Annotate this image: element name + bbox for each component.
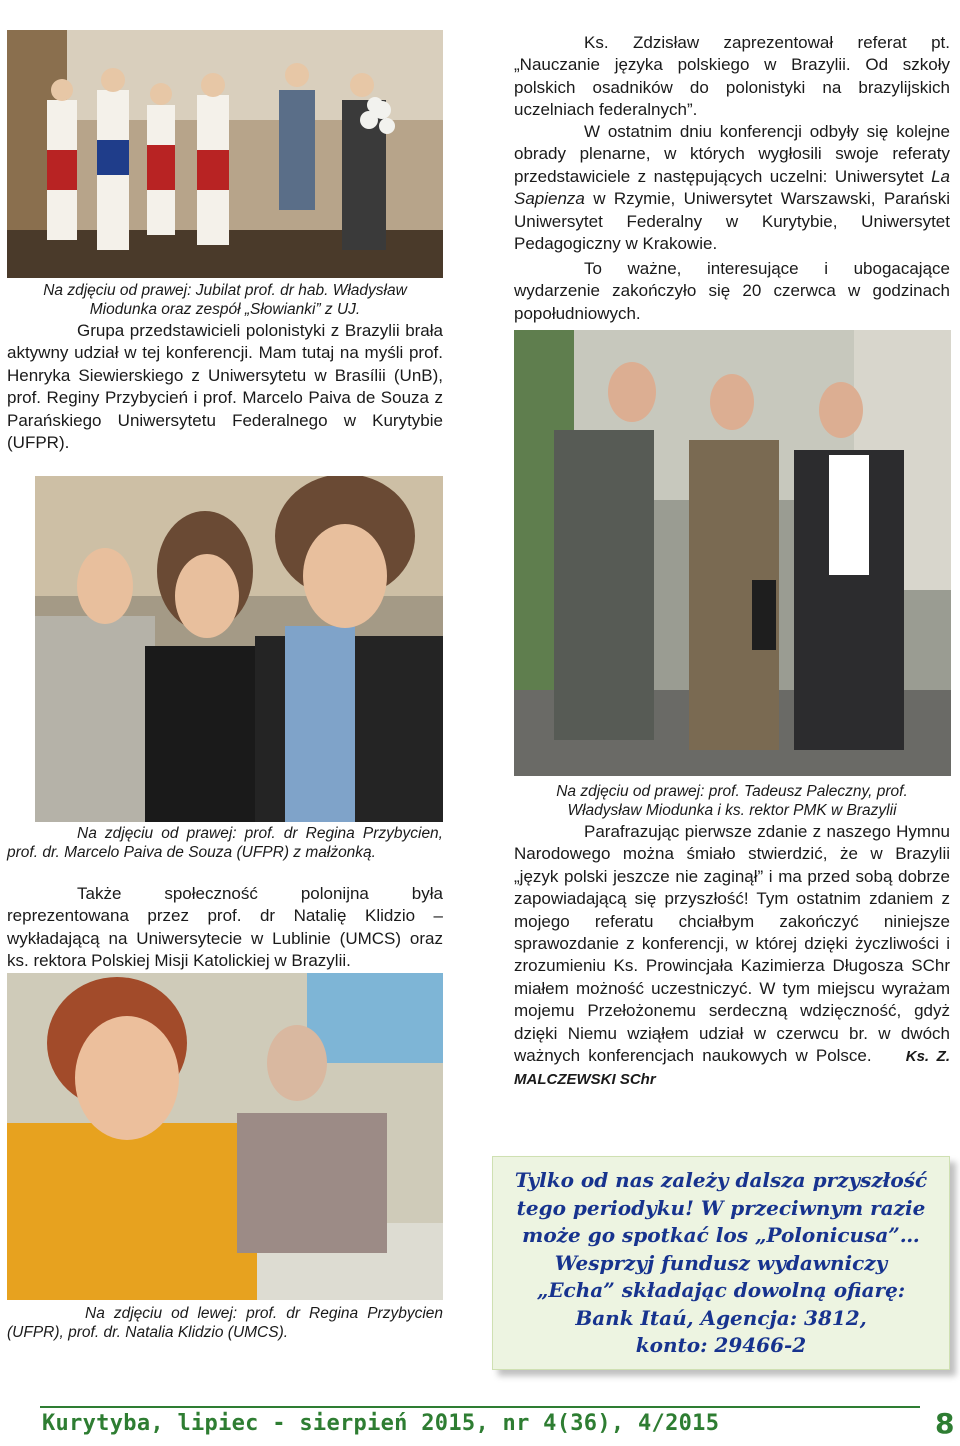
appeal-line-5: „Echa” składając dowolną ofiarę: xyxy=(536,1278,906,1302)
right-paragraph-referat: Ks. Zdzisław zaprezentował referat pt. „Nauczanie języka polskiego w Brazylii. Od szkoły polskich osadników do polonistyki na brazylijskich uczelniach federalnych”. xyxy=(514,33,950,120)
last-day-text-after: w Rzymie, Uniwersytet Warszawski, Parański Uniwersytet Federalny w Kurytybie, Uniwersytet Pedagogiczny w Krakowie. xyxy=(514,189,950,254)
dancers-caption-line1: Na zdjęciu od prawej: Jubilat prof. dr hab. Władysław xyxy=(43,282,407,299)
appeal-line-7: konto: 29466-2 xyxy=(635,1333,807,1357)
regina-natalia-photo xyxy=(7,973,443,1300)
appeal-line-2: tego periodyku! W przeciwnym razie xyxy=(516,1195,926,1220)
footer-issue-info: Kurytyba, lipiec - sierpień 2015, nr 4(36), 4/2015 xyxy=(42,1411,720,1436)
three-professors-photo xyxy=(514,330,951,776)
dancers-caption xyxy=(7,281,443,319)
right-paragraph-hymn xyxy=(514,821,950,1092)
last-day-text-before: W ostatnim dniu konferencji odbyły się kolejne obrady plenarne, w których wygłosili swoje referaty przedstawiciele z następujących uczelni: Uniwersytet xyxy=(514,122,950,186)
three-professors-caption-line1: Na zdjęciu od prawej: prof. Tadeusz Paleczny, prof. xyxy=(556,783,908,800)
appeal-line-1: Tylko od nas zależy dalsza przyszłość xyxy=(514,1168,928,1192)
dancers-photo xyxy=(7,30,443,278)
three-professors-caption xyxy=(514,782,950,820)
dancers-caption-line2: Miodunka oraz zespół „Słowianki” z UJ. xyxy=(89,301,361,318)
appeal-line-3: może go spotkać los „Polonicusa”… xyxy=(522,1223,920,1247)
appeal-line-4: Wesprzyj fundusz wydawniczy xyxy=(554,1250,888,1275)
three-professors-caption-line2: Władysław Miodunka i ks. rektor PMK w Brazylii xyxy=(567,802,897,819)
support-appeal-box xyxy=(492,1156,950,1370)
footer-rule xyxy=(40,1406,920,1408)
appeal-line-6: Bank Itaú, Agencja: 3812, xyxy=(575,1305,867,1330)
la-sapienza-name: La Sapienza xyxy=(514,166,950,209)
page-number: 8 xyxy=(935,1407,955,1440)
hymn-paragraph-text: Parafrazując pierwsze zdanie z naszego Hymnu Narodowego można śmiało stwierdzić, że w Brazylii „język polski jeszcze nie zaginął” i ma przed sobą dobrze zapowiadającą się przyszłość! Tym ostatnim zdaniem z mojego referatu chciałbym zakończyć niniejsze sprawozdanie z konferencji, w której dzięki życzliwości i zrozumieniu Ks. Prowincjała Kazimierza Długosza SChr miałem możność uczestniczyć. W tym miejscu wyrażam mojemu Przełożonemu serdeczną wdzięczność, gdyż dzięki Niemu wziąłem udział w czerwcu br. w dwóch ważnych konferencjach naukowych w Polsce. xyxy=(514,822,950,1066)
right-paragraph-conclusion: To ważne, interesujące i ubogacające wydarzenie zakończyło się 20 czerwca w godzinach popołudniowych. xyxy=(514,259,950,323)
author-signature: Ks. Z. MALCZEWSKI SChr xyxy=(514,1048,951,1089)
regina-natalia-caption: Na zdjęciu od lewej: prof. dr Regina Przybycien (UFPR), prof. dr. Natalia Klidzio (UMCS). xyxy=(7,1305,443,1341)
regina-marcelo-caption: Na zdjęciu od prawej: prof. dr Regina Przybycien, prof. dr. Marcelo Paiva de Souza (UFPR) z małżonką. xyxy=(7,825,443,861)
left-paragraph-polonia: Także społeczność polonijna była reprezentowana przez prof. dr Natalię Klidzio – wykładającą na Uniwersytecie w Lublinie (UMCS) oraz ks. rektora Polskiej Misji Katolickiej w Brazylii. xyxy=(7,884,443,971)
right-paragraph-last-day xyxy=(514,121,950,255)
left-paragraph-brazil-group: Grupa przedstawicieli polonistyki z Brazylii brała aktywny udział w tej konferencji. Mam tutaj na myśli prof. Henryka Siewierskiego z Uniwersytetu w Brasílii (UnB), prof. Reginy Przybycień i prof. Marcelo Paiva de Souza z Parańskiego Uniwersytetu Federalnego w Kurytybie (UFPR). xyxy=(7,321,443,453)
regina-marcelo-photo xyxy=(35,476,443,822)
